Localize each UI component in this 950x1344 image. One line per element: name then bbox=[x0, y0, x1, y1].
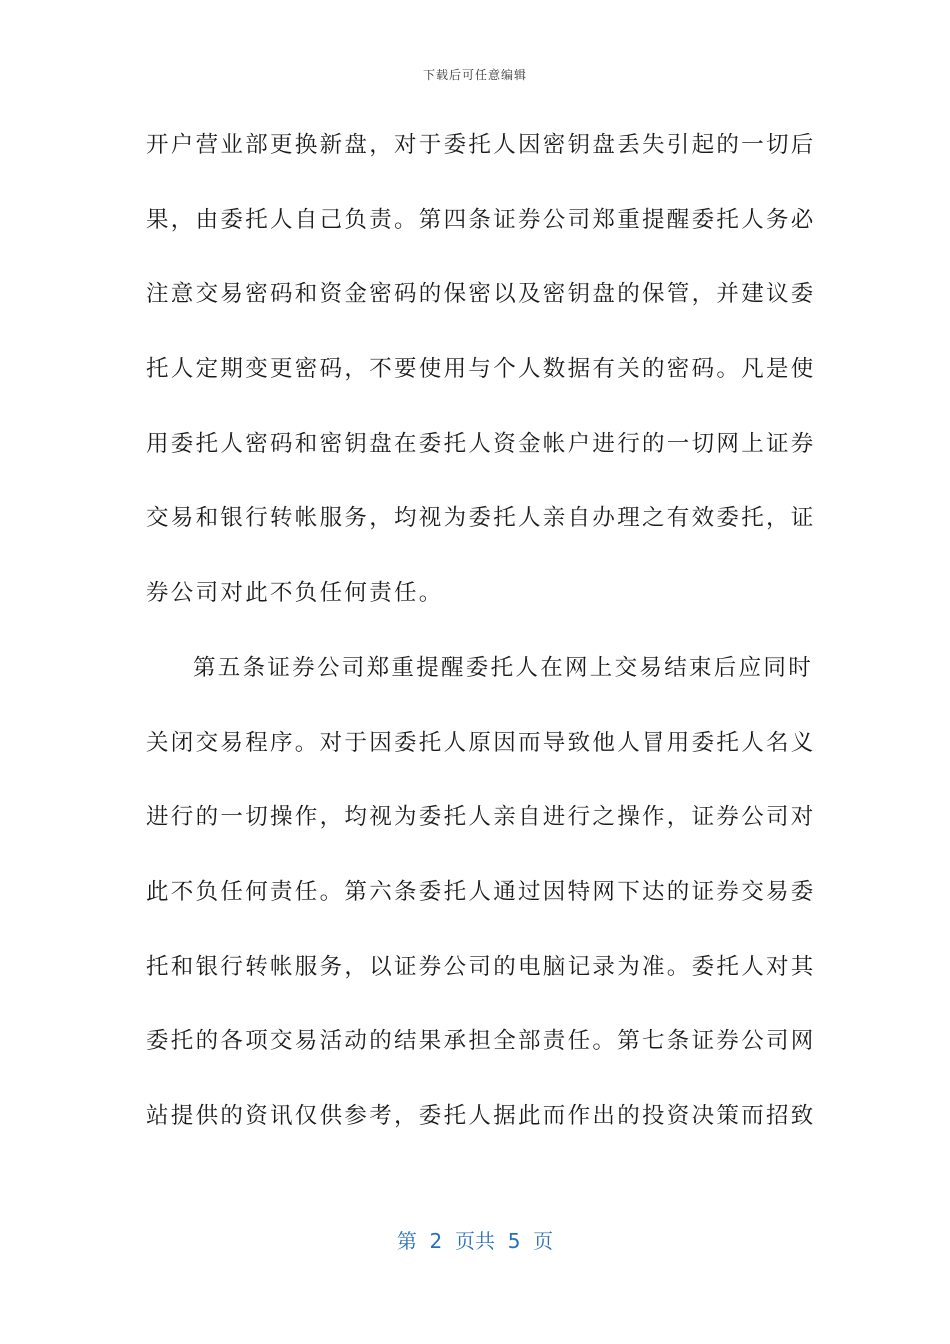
paragraph-line: 托和银行转帐服务，以证券公司的电脑记录为准。委托人对其 bbox=[146, 953, 816, 980]
paragraph-line: 交易和银行转帐服务，均视为委托人亲自办理之有效委托，证 bbox=[146, 505, 816, 532]
header-note: 下载后可任意编辑 bbox=[422, 68, 527, 82]
paragraph-line: 托人定期变更密码，不要使用与个人数据有关的密码。凡是使 bbox=[146, 356, 816, 383]
paragraph-line: 委托的各项交易活动的结果承担全部责任。第七条证券公司网 bbox=[146, 1028, 816, 1055]
paragraph-line: 注意交易密码和资金密码的保密以及密钥盘的保管，并建议委 bbox=[146, 281, 816, 308]
paragraph-line: 用委托人密码和密钥盘在委托人资金帐户进行的一切网上证券 bbox=[146, 430, 816, 457]
paragraph-line: 开户营业部更换新盘，对于委托人因密钥盘丢失引起的一切后 bbox=[146, 132, 816, 158]
paragraph-line: 关闭交易程序。对于因委托人原因而导致他人冒用委托人名义 bbox=[146, 729, 816, 756]
paragraph-line: 第五条证券公司郑重提醒委托人在网上交易结束后应同时 bbox=[193, 654, 814, 681]
paragraph-line: 此不负任何责任。第六条委托人通过因特网下达的证券交易委 bbox=[146, 878, 816, 905]
document-body bbox=[146, 122, 816, 1168]
paragraph-line: 果，由委托人自己负责。第四条证券公司郑重提醒委托人务必 bbox=[146, 206, 816, 233]
paragraph-line: 进行的一切操作，均视为委托人亲自进行之操作，证券公司对 bbox=[146, 804, 816, 831]
page-number-footer: 第 2 页共 5 页 bbox=[396, 1229, 554, 1253]
paragraph-line: 站提供的资讯仅供参考，委托人据此而作出的投资决策而招致 bbox=[146, 1102, 816, 1129]
paragraph-line: 券公司对此不负任何责任。 bbox=[146, 580, 444, 607]
